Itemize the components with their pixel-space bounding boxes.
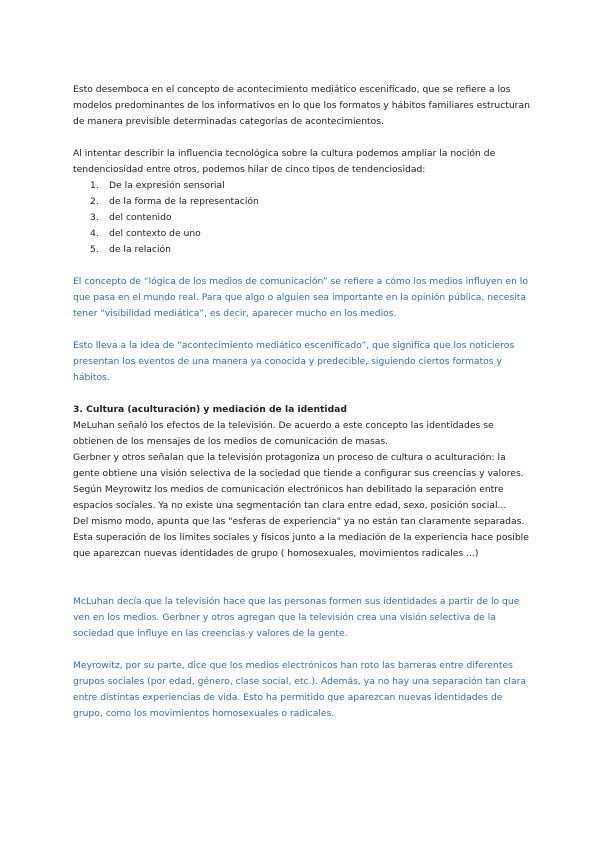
section-heading: 3. Cultura (aculturación) y mediación de la identidad bbox=[73, 404, 347, 415]
list-item bbox=[73, 210, 535, 226]
list-item-number: 4. bbox=[90, 228, 99, 239]
list-item-number: 2. bbox=[90, 196, 99, 207]
paragraph-meyrowitz: Según Meyrowitz los medios de comunicación electrónicos han debilitado la separación entre espacios sociales. Ya no existe una segmentación tan clara entre edad, sexo, posición social... bbox=[73, 484, 507, 511]
list-item-text: De la expresión sensorial bbox=[109, 180, 225, 191]
note-logica-medios: El concepto de “lógica de los medios de comunicación” se refiere a cómo los medios influyen en lo que pasa en el mundo real. Para que algo o alguien sea importante en la opinión pública, necesita tener “visibilidad mediática”, es decir, aparecer mucho en los medios. bbox=[73, 276, 528, 319]
list-item-text: del contexto de uno bbox=[109, 228, 201, 239]
list-item-text: del contenido bbox=[109, 212, 172, 223]
document-page bbox=[73, 82, 535, 722]
paragraph-acontecimiento-mediatico: Esto desemboca en el concepto de acontecimiento mediático escenificado, que se refiere a los modelos predominantes de los informativos en lo que los formatos y hábitos familiares estructuran de manera previsible determinadas categorías de acontecimientos. bbox=[73, 84, 530, 127]
list-item bbox=[73, 178, 535, 194]
list-item-number: 1. bbox=[90, 180, 99, 191]
paragraph-esferas-experiencia: Del mismo modo, apunta que las "esferas de experiencia" ya no están tan claramente separadas. Esta superación de los límites sociales y físicos junto a la mediación de la experiencia hace posible que aparezcan nuevas identidades de grupo ( homosexuales, movimientos radicales ...) bbox=[73, 516, 529, 559]
paragraph-tendenciosidad: Al intentar describir la influencia tecnológica sobre la cultura podemos ampliar la noción de tendenciosidad entre otros, podemos hilar de cinco tipos de tendenciosidad: bbox=[73, 148, 496, 175]
list-item-text: de la forma de la representación bbox=[109, 196, 259, 207]
note-mcluhan-gerbner: McLuhan decía que la televisión hace que las personas formen sus identidades a partir de lo que ven en los medios. Gerbner y otros agregan que la televisión crea una visión selectiva de la sociedad que influye en las creencias y valores de la gente. bbox=[73, 596, 520, 639]
list-item-number: 5. bbox=[90, 244, 99, 255]
paragraph-mcluhan: MeLuhan señaló los efectos de la televisión. De acuerdo a este concepto las identidades se obtienen de los mensajes de los medios de comunicación de masas. bbox=[73, 420, 494, 447]
note-meyrowitz: Meyrowitz, por su parte, dice que los medios electrónicos han roto las barreras entre diferentes grupos sociales (por edad, género, clase social, etc.). Además, ya no hay una separación tan clara entre distintas experiencias de vida. Esto ha permitido que aparezcan nuevas identidades de grupo, como los movimientos homosexuales o radicales. bbox=[73, 660, 527, 719]
list-item bbox=[73, 226, 535, 242]
list-item bbox=[73, 242, 535, 258]
list-item-number: 3. bbox=[90, 212, 99, 223]
list-item bbox=[73, 194, 535, 210]
tendenciosidad-list bbox=[73, 178, 535, 258]
note-acontecimiento-escenificado: Esto lleva a la idea de “acontecimiento mediático escenificado”, que significa que los noticieros presentan los eventos de una manera ya conocida y predecible, siguiendo ciertos formatos y hábitos. bbox=[73, 340, 515, 383]
list-item-text: de la relación bbox=[109, 244, 171, 255]
paragraph-gerbner: Gerbner y otros señalan que la televisión protagoniza un proceso de cultura o aculturación: la gente obtiene una visión selectiva de la sociedad que tiende a configurar sus creencias y valores. bbox=[73, 452, 524, 479]
